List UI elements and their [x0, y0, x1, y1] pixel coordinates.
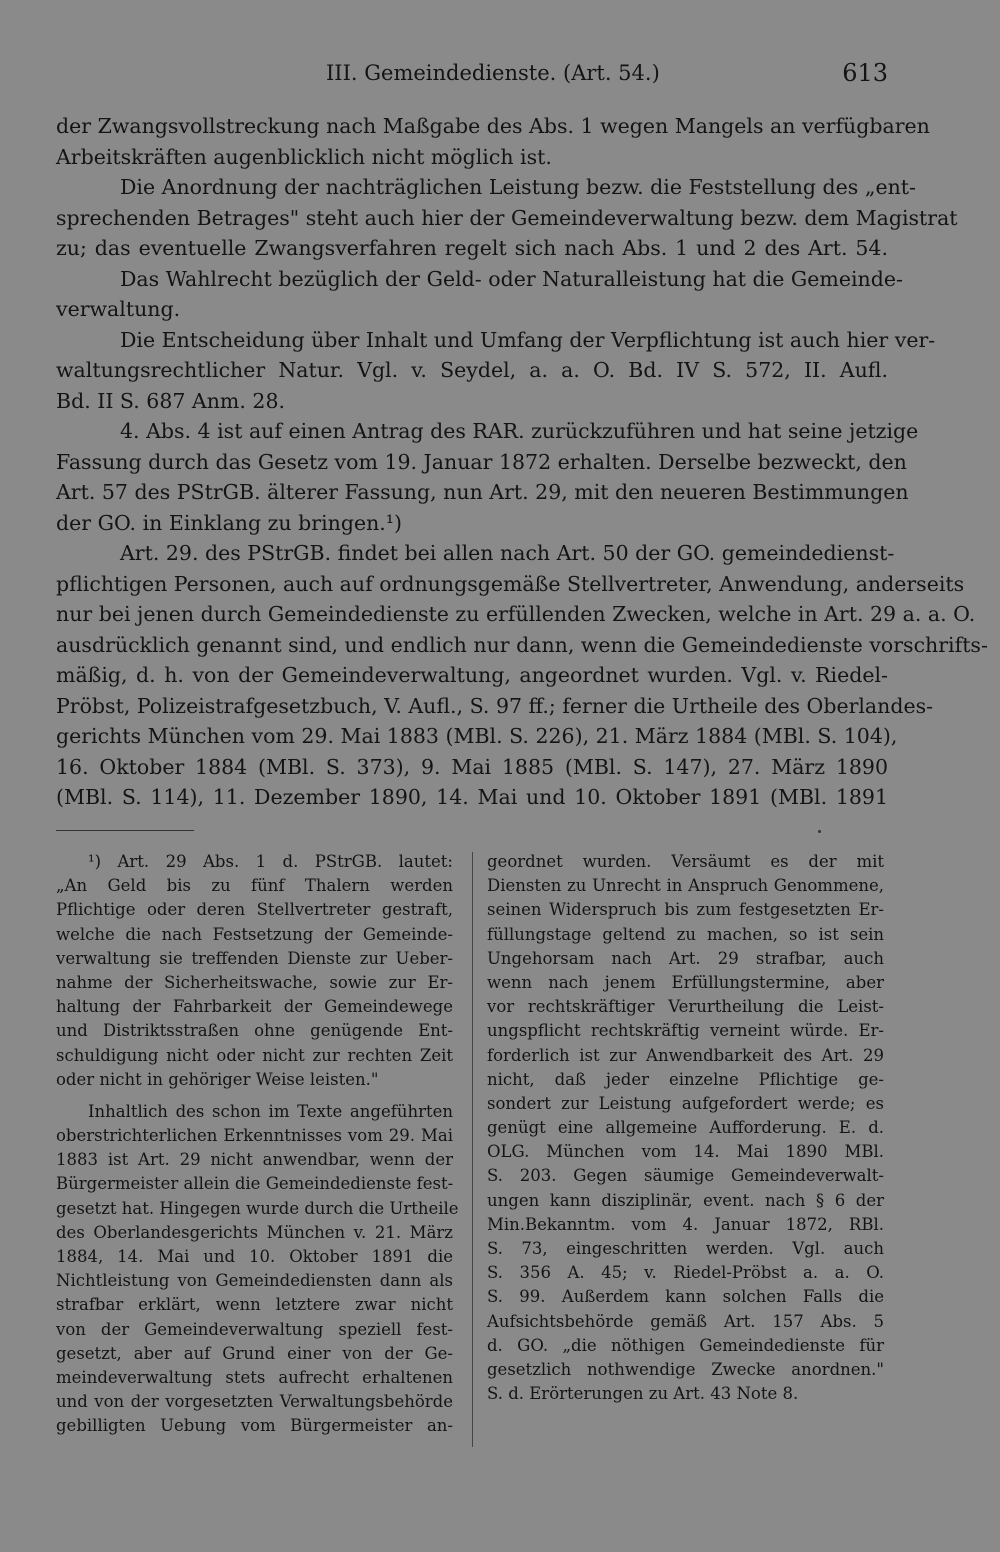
text-line: Pröbst, Polizeistrafgesetzbuch, V. Aufl., S. 97 ff.; ferner die Urtheile des Oberlandes- — [56, 693, 934, 718]
footnote-line: von der Gemeindeverwaltung speziell fest- — [56, 1319, 453, 1339]
footnote-line: gebilligten Uebung vom Bürgermeister an- — [56, 1416, 453, 1436]
text-line: gerichts München vom 29. Mai 1883 (MBl. S. 226), 21. März 1884 (MBl. S. 104), — [56, 724, 898, 748]
footnote-line: S. d. Erörterungen zu Art. 43 Note 8. — [487, 1384, 799, 1404]
footnote-line: 1884, 14. Mai und 10. Oktober 1891 die — [56, 1247, 453, 1266]
footnote-line: schuldigung nicht oder nicht zur rechten Zeit — [56, 1045, 453, 1065]
text-line: nur bei jenen durch Gemeindedienste zu erfüllenden Zwecken, welche in Art. 29 a. a. O. — [56, 602, 976, 626]
footnote-line: ¹) Art. 29 Abs. 1 d. PStrGB. lautet: — [88, 852, 453, 871]
print-speck — [818, 830, 821, 833]
footnote-rule — [56, 830, 194, 831]
footnote-line: nahme der Sicherheitswache, sowie zur Er- — [56, 972, 453, 992]
footnote-line: füllungstage geltend zu machen, so ist sein — [487, 924, 884, 944]
footnote-line: sondert zur Leistung aufgefordert werde; es — [487, 1093, 884, 1113]
footnote-line: forderlich ist zur Anwendbarkeit des Art. 29 — [487, 1045, 884, 1065]
footnote-line: meindeverwaltung stets aufrecht erhaltenen — [56, 1367, 453, 1387]
footnote-line: Diensten zu Unrecht in Anspruch Genommene, — [487, 876, 884, 896]
text-line: sprechenden Betrages" steht auch hier der Gemeindeverwaltung bezw. dem Magistrat — [56, 205, 958, 230]
text-line: Art. 57 des PStrGB. älterer Fassung, nun Art. 29, mit den neueren Bestimmungen — [56, 480, 909, 504]
text-line: der Zwangsvollstreckung nach Maßgabe des Abs. 1 wegen Mangels an verfügbaren — [56, 114, 930, 138]
footnote-line: verwaltung sie treffenden Dienste zur Ueber- — [56, 948, 453, 968]
footnote-line: gesetzlich nothwendige Zwecke anordnen." — [487, 1359, 884, 1379]
footnote-line: oder nicht in gehöriger Weise leisten." — [56, 1069, 379, 1089]
footnote-line: welche die nach Festsetzung der Gemeinde- — [56, 924, 453, 944]
footnote-line: Inhaltlich des schon im Texte angeführten — [88, 1101, 453, 1121]
text-line: ausdrücklich genannt sind, und endlich nur dann, wenn die Gemeindedienste vorschrifts- — [56, 632, 988, 657]
page-header — [56, 58, 888, 88]
page-number: 613 — [842, 59, 888, 87]
footnote-line: Bürgermeister allein die Gemeindedienste fest- — [56, 1174, 454, 1194]
footnote-line: genügt eine allgemeine Aufforderung. E. d. — [487, 1118, 884, 1138]
footnote-line: nicht, daß jeder einzelne Pflichtige ge- — [487, 1069, 884, 1089]
text-line: waltungsrechtlicher Natur. Vgl. v. Seydel, a. a. O. Bd. IV S. 572, II. Aufl. — [56, 358, 888, 382]
footnote-line: oberstrichterlichen Erkenntnisses vom 29. Mai — [56, 1126, 453, 1146]
text-line: Bd. II S. 687 Anm. 28. — [56, 388, 286, 413]
footnote-line: S. 356 A. 45; v. Riedel-Pröbst a. a. O. — [487, 1263, 884, 1283]
text-line: zu; das eventuelle Zwangsverfahren regelt sich nach Abs. 1 und 2 des Art. 54. — [56, 236, 888, 260]
footnote-line: Pflichtige oder deren Stellvertreter gestraft, — [56, 900, 453, 920]
footnote-line: Nichtleistung von Gemeindediensten dann als — [56, 1271, 453, 1291]
column-divider — [472, 852, 473, 1447]
text-line: Art. 29. des PStrGB. findet bei allen nach Art. 50 der GO. gemeindedienst- — [120, 541, 895, 565]
text-line: Fassung durch das Gesetz vom 19. Januar 1872 erhalten. Derselbe bezweckt, den — [56, 449, 907, 474]
footnote-line: ungen kann disziplinär, event. nach § 6 der — [487, 1190, 884, 1210]
footnote-line: haltung der Fahrbarkeit der Gemeindewege — [56, 997, 453, 1017]
text-line: Das Wahlrecht bezüglich der Geld- oder Naturalleistung hat die Gemeinde- — [120, 266, 903, 291]
main-text — [56, 111, 988, 813]
footnote-line: und von der vorgesetzten Verwaltungsbehörde — [56, 1392, 453, 1412]
text-line: Die Entscheidung über Inhalt und Umfang der Verpflichtung ist auch hier ver- — [120, 327, 936, 352]
footnote-line: gesetzt hat. Hingegen wurde durch die Urtheile — [56, 1198, 459, 1218]
footnote-line: 1883 ist Art. 29 nicht anwendbar, wenn der — [56, 1150, 453, 1170]
footnote-line: S. 203. Gegen säumige Gemeindeverwalt- — [487, 1166, 884, 1186]
text-line: Arbeitskräften augenblicklich nicht möglich ist. — [56, 144, 552, 169]
footnote-line: wenn nach jenem Erfüllungstermine, aber — [487, 972, 884, 992]
footnote-line: „An Geld bis zu fünf Thalern werden — [56, 876, 453, 896]
footnote-line: strafbar erklärt, wenn letztere zwar nicht — [56, 1295, 453, 1315]
footnote-line: geordnet wurden. Versäumt es der mit — [487, 852, 884, 871]
text-line: Die Anordnung der nachträglichen Leistung bezw. die Feststellung des „ent- — [120, 175, 916, 199]
footnote-line: Ungehorsam nach Art. 29 strafbar, auch — [487, 948, 884, 968]
footnote-line: S. 73, eingeschritten werden. Vgl. auch — [487, 1239, 884, 1258]
footnote-line: S. 99. Außerdem kann solchen Falls die — [487, 1287, 884, 1307]
footnote-line: des Oberlandesgerichts München v. 21. März — [56, 1222, 453, 1242]
footnote-line: seinen Widerspruch bis zum festgesetzten Er- — [487, 900, 884, 920]
footnote-line: Min.Bekanntm. vom 4. Januar 1872, RBl. — [487, 1214, 884, 1234]
text-line: 4. Abs. 4 ist auf einen Antrag des RAR. zurückzuführen und hat seine jetzige — [120, 419, 919, 443]
footnote-line: und Distriktsstraßen ohne genügende Ent- — [56, 1021, 453, 1041]
footnote-line: ungspflicht rechtskräftig verneint würde. Er- — [487, 1021, 884, 1041]
footnote-line: OLG. München vom 14. Mai 1890 MBl. — [487, 1142, 884, 1162]
running-title: III. Gemeindedienste. (Art. 54.) — [326, 61, 660, 85]
text-line: pflichtigen Personen, auch auf ordnungsgemäße Stellvertreter, Anwendung, anderseits — [56, 571, 965, 596]
footnote-line: vor rechtskräftiger Verurtheilung die Leist- — [487, 997, 884, 1017]
text-line: (MBl. S. 114), 11. Dezember 1890, 14. Mai und 10. Oktober 1891 (MBl. 1891 — [56, 785, 888, 809]
footnote-line: Aufsichtsbehörde gemäß Art. 157 Abs. 5 — [487, 1311, 884, 1331]
text-line: mäßig, d. h. von der Gemeindeverwaltung, angeordnet wurden. Vgl. v. Riedel- — [56, 663, 888, 687]
footnote-column-right — [487, 850, 884, 1406]
footnote-column-left — [56, 850, 459, 1439]
paragraph-gap — [56, 1092, 453, 1100]
text-line: verwaltung. — [56, 297, 181, 321]
footnote-line: d. GO. „die nöthigen Gemeindedienste für — [487, 1335, 884, 1355]
text-line: der GO. in Einklang zu bringen.¹) — [56, 510, 403, 535]
text-line: 16. Oktober 1884 (MBl. S. 373), 9. Mai 1885 (MBl. S. 147), 27. März 1890 — [56, 754, 888, 779]
footnote-line: gesetzt, aber auf Grund einer von der Ge- — [56, 1343, 453, 1363]
